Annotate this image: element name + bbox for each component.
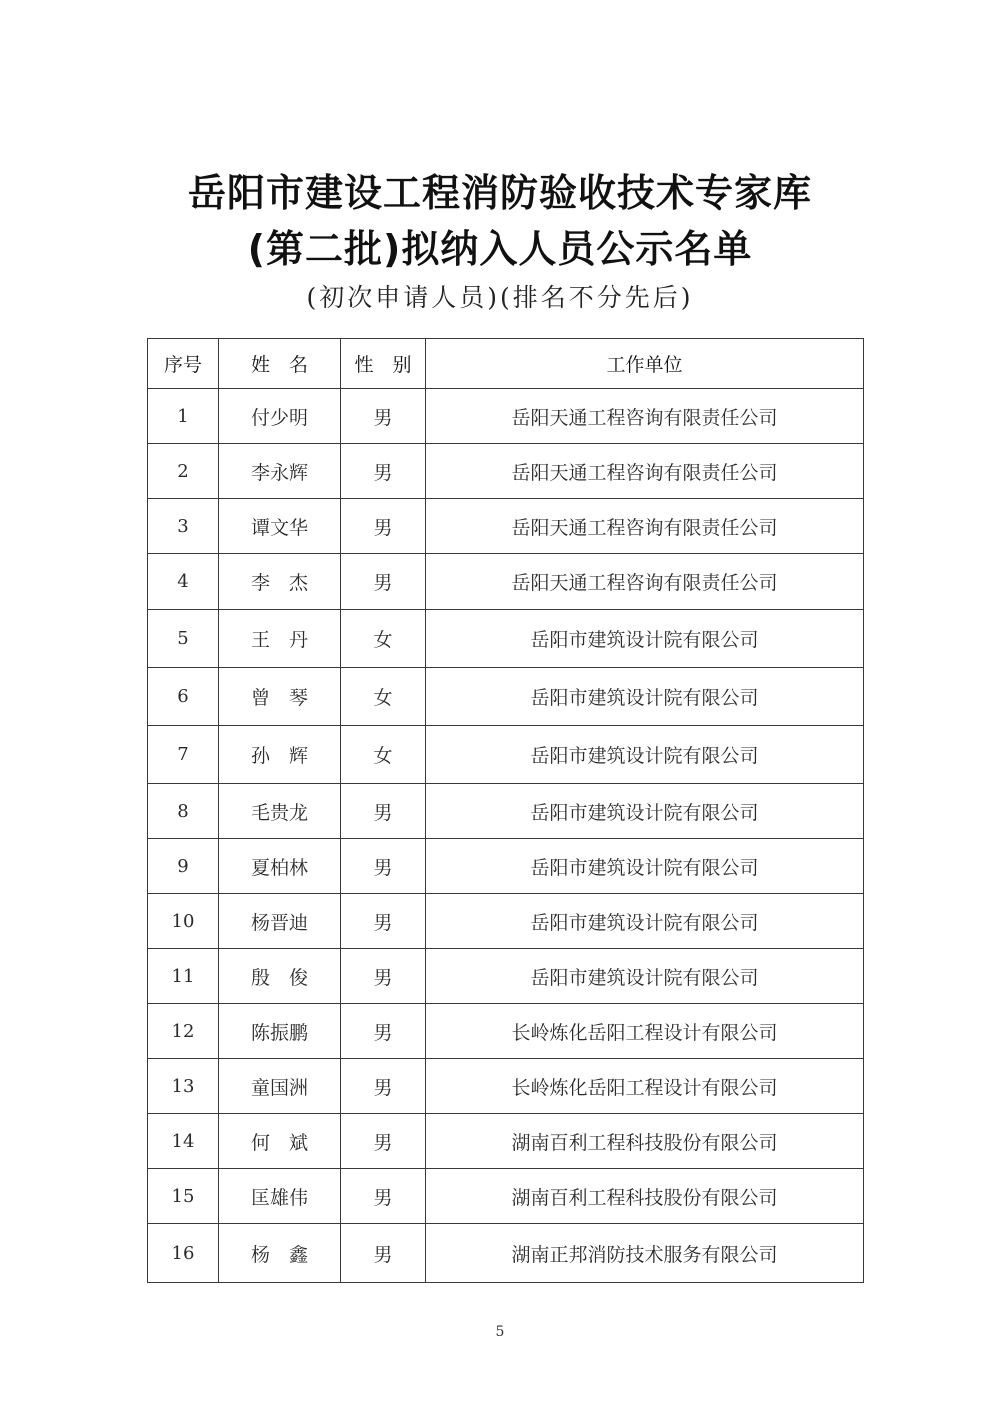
cell-organization: 岳阳市建筑设计院有限公司 (426, 726, 864, 784)
cell-name: 孙 辉 (219, 726, 341, 784)
cell-index: 10 (148, 894, 219, 949)
cell-name: 付少明 (219, 389, 341, 444)
cell-gender: 男 (341, 389, 426, 444)
table-row (148, 1059, 864, 1114)
table-row (148, 726, 864, 784)
cell-organization: 岳阳市建筑设计院有限公司 (426, 668, 864, 726)
cell-index: 12 (148, 1004, 219, 1059)
cell-gender: 男 (341, 784, 426, 839)
cell-organization: 岳阳天通工程咨询有限责任公司 (426, 389, 864, 444)
table-header-row (148, 339, 864, 389)
table-row (148, 1004, 864, 1059)
table-row (148, 499, 864, 554)
cell-organization: 岳阳市建筑设计院有限公司 (426, 839, 864, 894)
cell-organization: 湖南正邦消防技术服务有限公司 (426, 1224, 864, 1283)
cell-index: 9 (148, 839, 219, 894)
cell-organization: 岳阳市建筑设计院有限公司 (426, 894, 864, 949)
table-row (148, 784, 864, 839)
page-number: 5 (495, 1324, 505, 1340)
cell-index: 2 (148, 444, 219, 499)
table-row (148, 444, 864, 499)
cell-index: 1 (148, 389, 219, 444)
cell-organization: 岳阳天通工程咨询有限责任公司 (426, 554, 864, 610)
table-row (148, 610, 864, 668)
table-row (148, 554, 864, 610)
header-index: 序号 (148, 339, 219, 389)
document-title-line-2: (第二批)拟纳入人员公示名单 (247, 227, 753, 271)
cell-gender: 男 (341, 894, 426, 949)
cell-gender: 男 (341, 1224, 426, 1283)
personnel-table (147, 338, 864, 1283)
header-name: 姓 名 (219, 339, 341, 389)
cell-name: 曾 琴 (219, 668, 341, 726)
table-row (148, 389, 864, 444)
cell-name: 杨 鑫 (219, 1224, 341, 1283)
cell-name: 杨晋迪 (219, 894, 341, 949)
table-row (148, 839, 864, 894)
cell-name: 夏柏林 (219, 839, 341, 894)
cell-index: 8 (148, 784, 219, 839)
cell-index: 6 (148, 668, 219, 726)
cell-organization: 湖南百利工程科技股份有限公司 (426, 1169, 864, 1224)
cell-index: 13 (148, 1059, 219, 1114)
cell-index: 5 (148, 610, 219, 668)
cell-index: 7 (148, 726, 219, 784)
cell-organization: 岳阳天通工程咨询有限责任公司 (426, 499, 864, 554)
cell-gender: 女 (341, 610, 426, 668)
cell-organization: 岳阳天通工程咨询有限责任公司 (426, 444, 864, 499)
cell-index: 14 (148, 1114, 219, 1169)
table-row (148, 1224, 864, 1283)
cell-gender: 男 (341, 554, 426, 610)
cell-gender: 男 (341, 499, 426, 554)
cell-gender: 男 (341, 1114, 426, 1169)
cell-organization: 湖南百利工程科技股份有限公司 (426, 1114, 864, 1169)
cell-name: 谭文华 (219, 499, 341, 554)
cell-name: 陈振鹏 (219, 1004, 341, 1059)
table-row (148, 949, 864, 1004)
cell-name: 童国洲 (219, 1059, 341, 1114)
document-subtitle: (初次申请人员)(排名不分先后) (306, 283, 694, 312)
cell-index: 15 (148, 1169, 219, 1224)
header-gender: 性 别 (341, 339, 426, 389)
table-row (148, 894, 864, 949)
cell-organization: 长岭炼化岳阳工程设计有限公司 (426, 1059, 864, 1114)
cell-index: 11 (148, 949, 219, 1004)
header-organization: 工作单位 (426, 339, 864, 389)
cell-gender: 男 (341, 1169, 426, 1224)
cell-organization: 岳阳市建筑设计院有限公司 (426, 610, 864, 668)
cell-name: 李 杰 (219, 554, 341, 610)
cell-gender: 男 (341, 839, 426, 894)
cell-name: 王 丹 (219, 610, 341, 668)
cell-name: 何 斌 (219, 1114, 341, 1169)
table-body (148, 389, 864, 1283)
cell-name: 殷 俊 (219, 949, 341, 1004)
cell-gender: 男 (341, 444, 426, 499)
table-row (148, 1169, 864, 1224)
cell-gender: 女 (341, 726, 426, 784)
cell-gender: 男 (341, 1059, 426, 1114)
cell-gender: 男 (341, 1004, 426, 1059)
cell-name: 匡雄伟 (219, 1169, 341, 1224)
cell-index: 3 (148, 499, 219, 554)
cell-index: 16 (148, 1224, 219, 1283)
cell-index: 4 (148, 554, 219, 610)
cell-organization: 岳阳市建筑设计院有限公司 (426, 784, 864, 839)
cell-organization: 长岭炼化岳阳工程设计有限公司 (426, 1004, 864, 1059)
cell-gender: 女 (341, 668, 426, 726)
cell-organization: 岳阳市建筑设计院有限公司 (426, 949, 864, 1004)
cell-gender: 男 (341, 949, 426, 1004)
cell-name: 李永辉 (219, 444, 341, 499)
table-row (148, 1114, 864, 1169)
table-row (148, 668, 864, 726)
document-title-line-1: 岳阳市建设工程消防验收技术专家库 (187, 171, 812, 215)
cell-name: 毛贵龙 (219, 784, 341, 839)
